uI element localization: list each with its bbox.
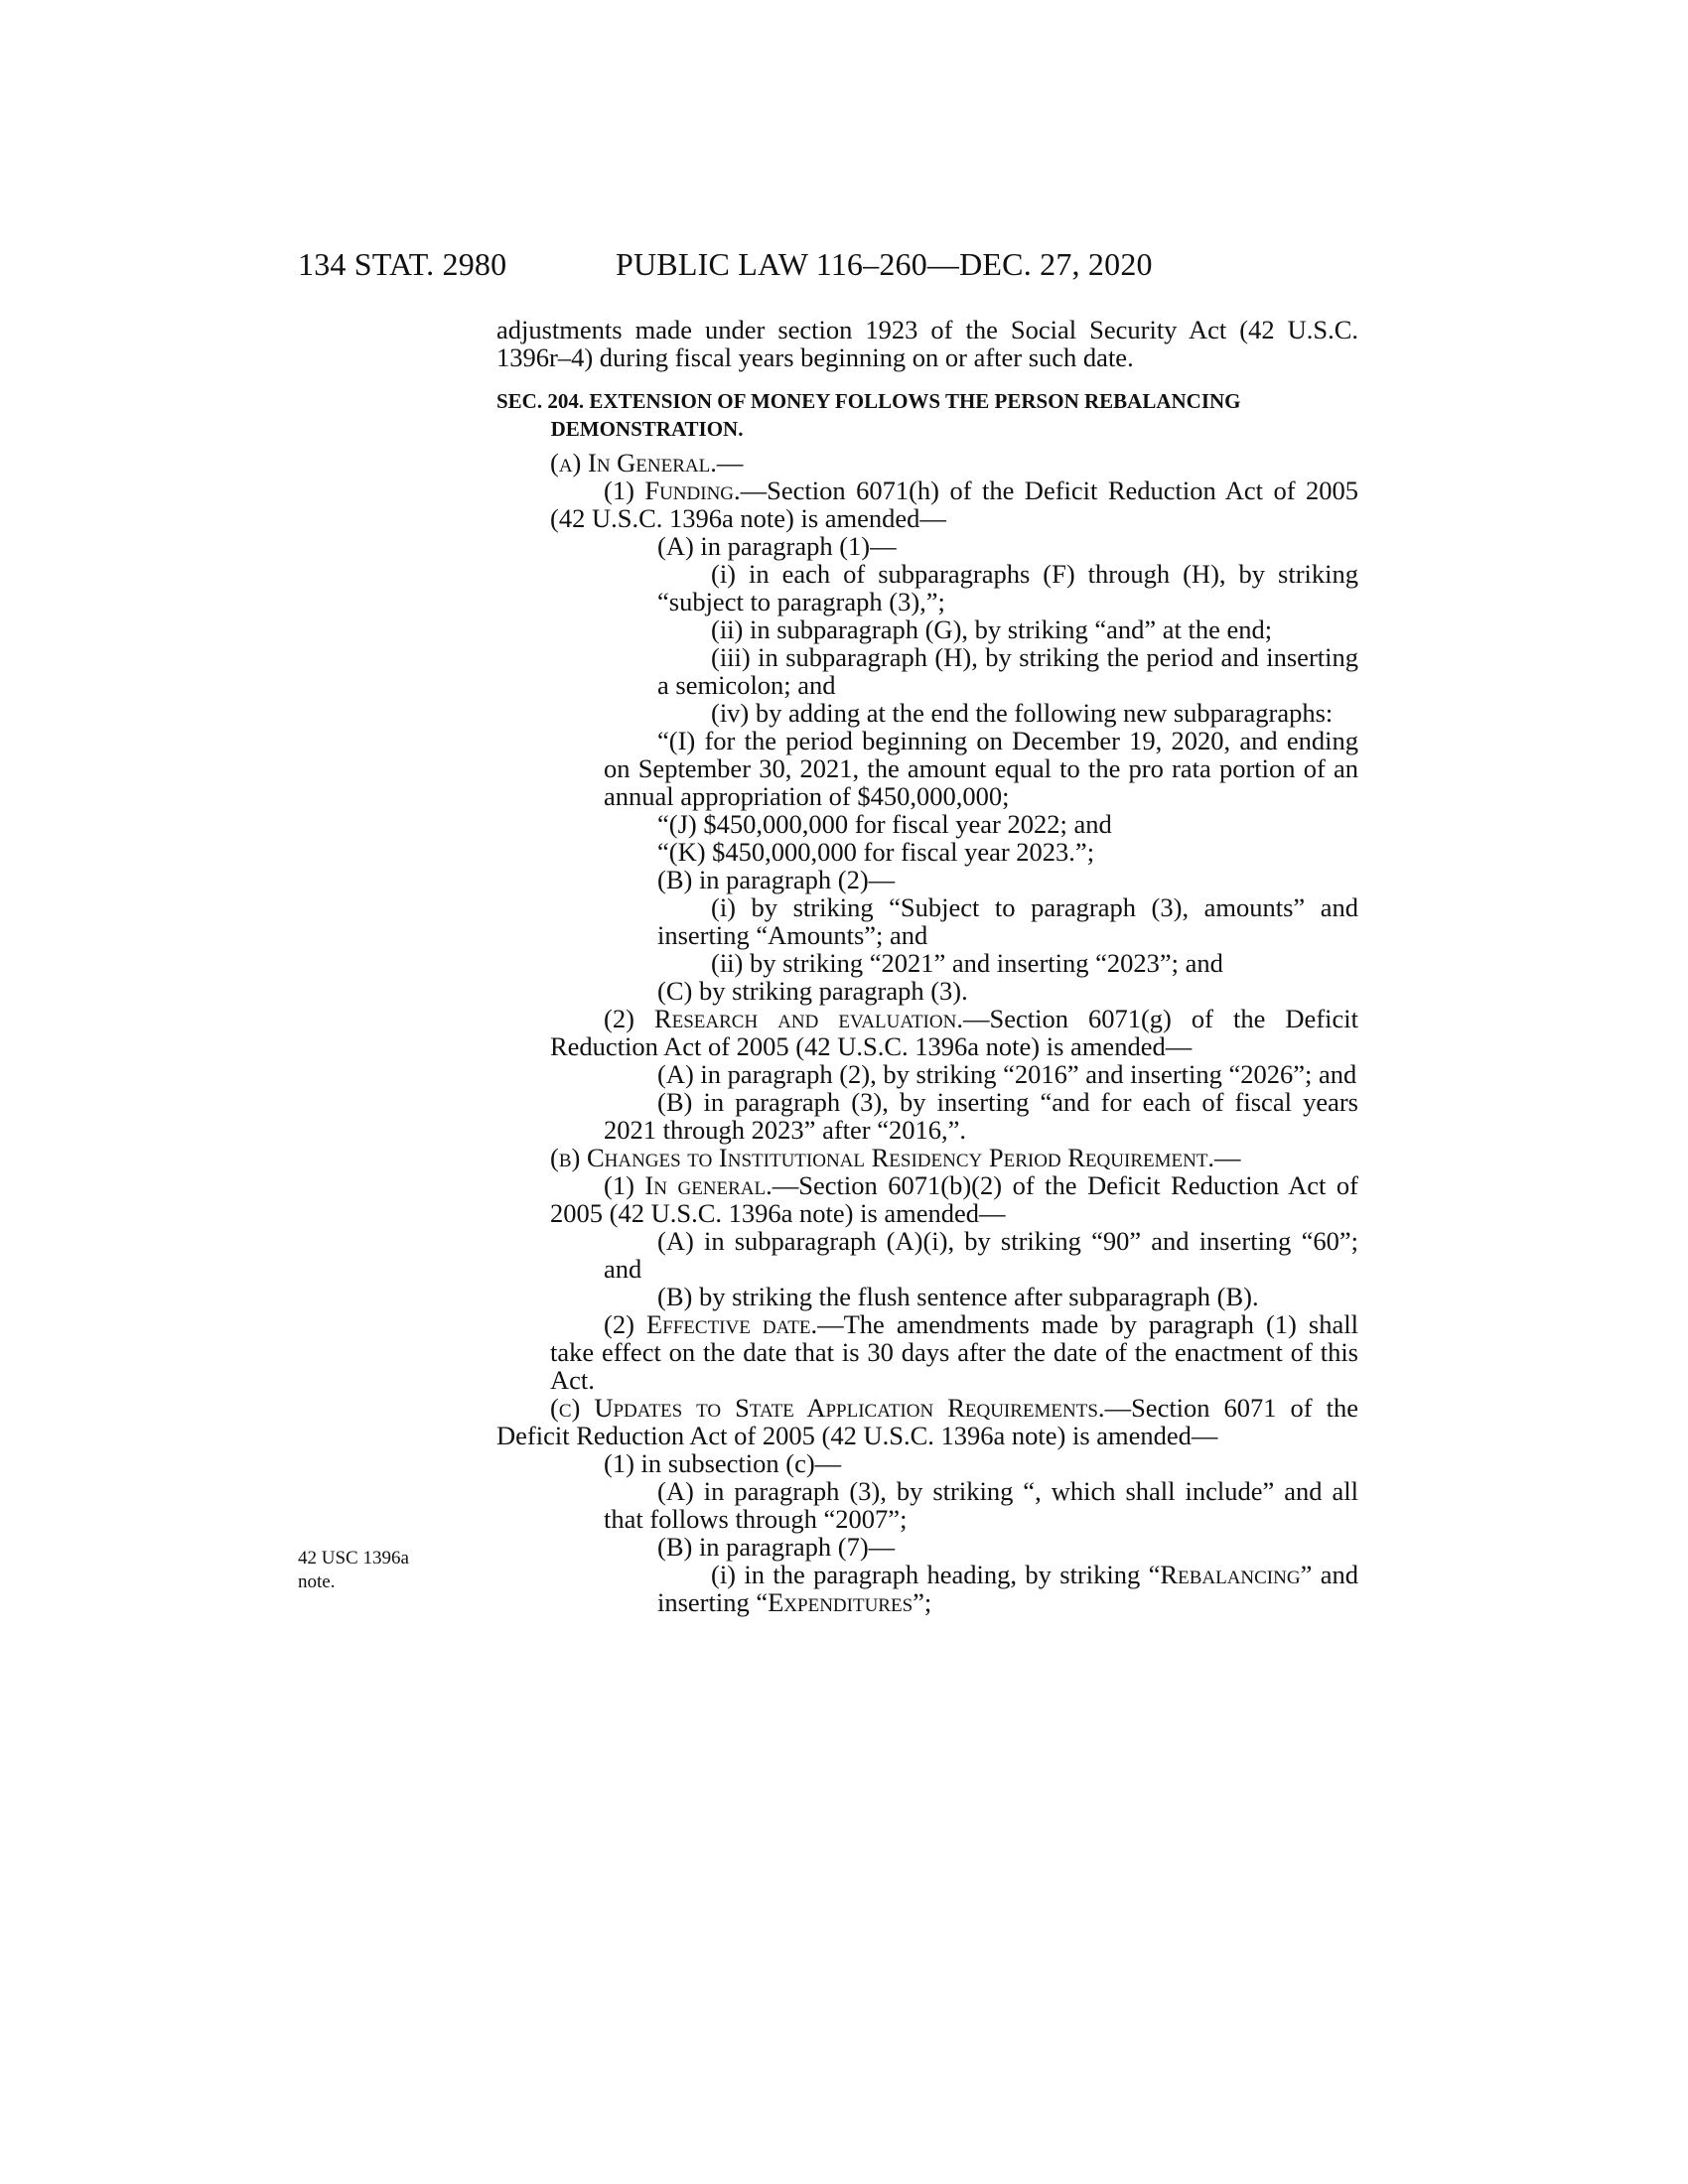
clause-a1B-i: (i) by striking “Subject to paragraph (3), amounts” and inserting “Amounts”; and <box>657 892 1358 950</box>
subparagraph-a1C: (C) by striking paragraph (3). <box>657 976 968 1006</box>
clause-a1A-i: (i) in each of subparagraphs (F) through (H), by striking “subject to paragraph (3),”; <box>657 559 1358 616</box>
subparagraph-a2B: (B) in paragraph (3), by inserting “and for each of fiscal years 2021 through 2023” after “2016,”. <box>604 1087 1358 1145</box>
subparagraph-c1B: (B) in paragraph (7)— <box>657 1532 896 1562</box>
clause-a1A-iv: (iv) by adding at the end the following new subparagraphs: <box>711 698 1334 728</box>
subparagraph-a1B: (B) in paragraph (2)— <box>657 865 896 894</box>
paragraph-b2 <box>496 1310 1358 1394</box>
paragraph-a2-text: —Section 6071(g) of the Deficit Reduction Act of 2005 (42 U.S.C. 1396a note) is amended— <box>550 1004 1358 1061</box>
paragraph-b1 <box>496 1171 1358 1227</box>
subsection-a-label: (a) In General.— <box>550 448 744 478</box>
margin-note: 42 USC 1396a note. <box>298 1548 409 1592</box>
paragraph-a1 <box>496 477 1358 532</box>
clause-c1B-i-term-1: Rebalancing <box>1160 1560 1301 1589</box>
clause-c1B-i-text-a: (i) in the paragraph heading, by striking “ <box>711 1560 1161 1589</box>
paragraph-continuation: adjustments made under section 1923 of the Social Security Act (42 U.S.C. 1396r–4) during fiscal years beginning on or after such date. <box>496 315 1358 372</box>
paragraph-a1-text: —Section 6071(h) of the Deficit Reduction Act of 2005 (42 U.S.C. 1396a note) is amended— <box>550 476 1358 533</box>
subsection-c-text: —Section 6071 of the Deficit Reduction Act of 2005 (42 U.S.C. 1396a note) is amended— <box>496 1393 1359 1450</box>
quoted-subparagraph-K: “(K) $450,000,000 for fiscal year 2023.”; <box>657 837 1095 867</box>
paragraph-b2-text: —The amendments made by paragraph (1) shall take effect on the date that is 30 days after the date of the enactment of this Act. <box>550 1309 1358 1395</box>
paragraph-a2 <box>496 1005 1358 1060</box>
subsection-a-heading <box>496 449 1358 477</box>
subparagraph-a1A: (A) in paragraph (1)— <box>657 531 897 561</box>
subparagraph-b1B: (B) by striking the flush sentence after subparagraph (B). <box>657 1282 1259 1311</box>
clause-a1A-ii: (ii) in subparagraph (G), by striking “and” at the end; <box>711 614 1273 644</box>
quoted-subparagraph-J: “(J) $450,000,000 for fiscal year 2022; and <box>657 809 1112 839</box>
subparagraph-a2A: (A) in paragraph (2), by striking “2016” and inserting “2026”; and <box>657 1059 1357 1089</box>
subparagraph-c1A: (A) in paragraph (3), by striking “, which shall include” and all that follows through “2007”; <box>604 1476 1358 1534</box>
paragraph-c1: (1) in subsection (c)— <box>604 1448 842 1478</box>
body-text <box>496 316 1358 1616</box>
clause-a1B-ii: (ii) by striking “2021” and inserting “2023”; and <box>711 948 1223 978</box>
clause-c1B-i-term-2: Expenditures <box>768 1587 914 1617</box>
paragraph-a2-label: (2) Research and evaluation. <box>604 1004 963 1033</box>
paragraph-b1-label: (1) In general. <box>604 1170 773 1200</box>
section-heading: SEC. 204. EXTENSION OF MONEY FOLLOWS THE PERSON REBALANCING DEMONSTRATION. <box>496 389 1241 441</box>
paragraph-a1-label: (1) Funding. <box>604 476 741 505</box>
clause-c1B-i-text-c: ”; <box>913 1587 932 1617</box>
quoted-subparagraph-I: “(I) for the period beginning on December 19, 2020, and ending on September 30, 2021, the amount equal to the pro rata portion of an annual appropriation of $450,000,000; <box>604 726 1358 811</box>
clause-c1B-i <box>496 1561 1358 1616</box>
running-header-title: PUBLIC LAW 116–260—DEC. 27, 2020 <box>616 246 1153 282</box>
subsection-c <box>496 1394 1358 1449</box>
subsection-b-label: (b) Changes to Institutional Residency Period Requirement.— <box>550 1143 1241 1172</box>
statute-page-number: 134 STAT. 2980 <box>298 246 507 282</box>
clause-c1B-i-text-b: ” and inserting “ <box>657 1560 1358 1617</box>
subsection-c-label: (c) Updates to State Application Requirements. <box>550 1393 1105 1423</box>
subparagraph-b1A: (A) in subparagraph (A)(i), by striking “90” and inserting “60”; and <box>604 1226 1358 1284</box>
paragraph-b1-text: —Section 6071(b)(2) of the Deficit Reduction Act of 2005 (42 U.S.C. 1396a note) is amended— <box>550 1170 1358 1228</box>
clause-a1A-iii: (iii) in subparagraph (H), by striking the period and inserting a semicolon; and <box>657 642 1358 700</box>
subsection-b-heading <box>467 1144 1358 1171</box>
paragraph-b2-label: (2) Effective date. <box>604 1309 818 1339</box>
